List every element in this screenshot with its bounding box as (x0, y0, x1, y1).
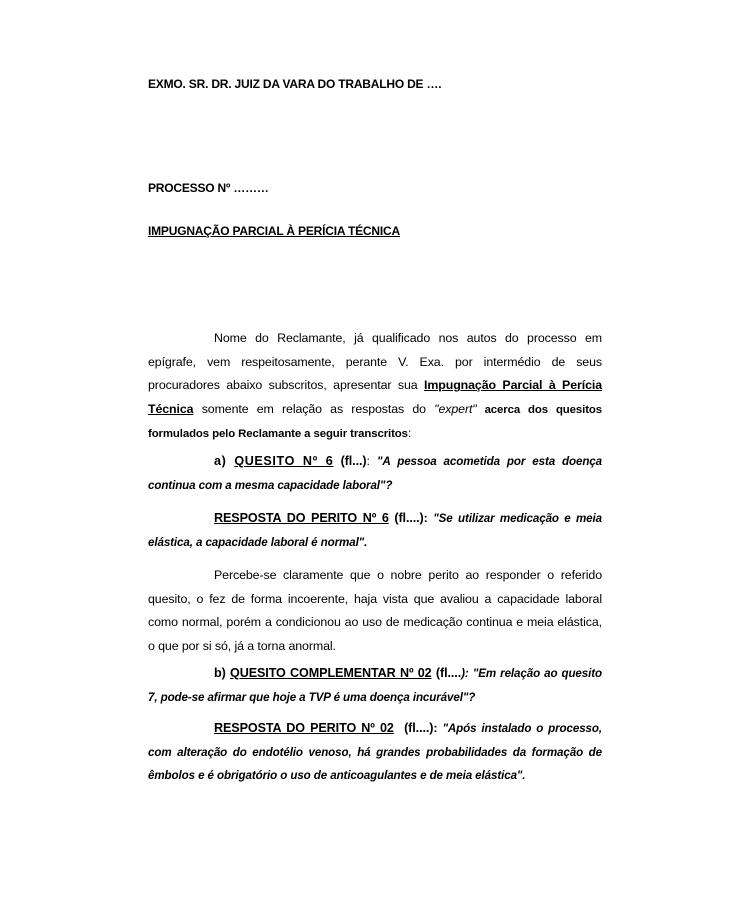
question-2-paragraph (148, 662, 602, 709)
answer-6-label: RESPOSTA DO PERITO Nº 6 (214, 511, 389, 525)
question-6-quote: "A pessoa acometida por esta doença continua com a mesma capacidade laboral"? (148, 455, 603, 492)
answer-6-quote: "Se utilizar medicação e meia elástica, a capacidade laboral é normal". (148, 512, 602, 549)
answer-6-paragraph (148, 507, 602, 554)
intro-text-2: somente em relação as respostas do (193, 401, 435, 416)
intro-paragraph (148, 327, 602, 447)
answer-2-ref: (fl....) (393, 721, 434, 735)
question-2-label: QUESITO COMPLEMENTAR Nº 02 (230, 666, 432, 680)
intro-text: Nome do Reclamante, já qualificado nos autos do processo em epígrafe, vem respeitosamente, perante V. Exa. por intermédio de seus procuradores abaixo subscritos, apresentar sua (148, 331, 602, 392)
answer-6-colon: : (423, 511, 434, 525)
answer-6-ref: (fl....) (388, 511, 424, 525)
process-number: PROCESSO Nº ……… (148, 181, 269, 195)
addressee-line: EXMO. SR. DR. JUIZ DA VARA DO TRABALHO DE …. (148, 77, 442, 91)
question-2-prefix: b) (214, 666, 230, 680)
answer-2-quote: "Após instalado o processo, com alteração do endotélio venoso, há grandes probabilidades da formação de êmbolos e é obrigatório o uso de anticoagulantes e de meia elástica". (148, 722, 602, 782)
question-6-ref: (fl...) (333, 454, 367, 468)
answer-2-colon: : (433, 721, 443, 735)
analysis-text: Percebe-se claramente que o nobre perito ao responder o referido quesito, o fez de forma incoerente, haja vista que avaliou a capacidade laboral como normal, porém a condicionou ao uso de medicação continua e meia elástica, o que por si só, já a torna anormal. (148, 568, 602, 653)
question-6-label: QUESITO Nº 6 (234, 454, 334, 468)
intro-end: : (407, 426, 412, 440)
question-6-colon: : (366, 454, 378, 468)
question-6-paragraph (148, 450, 602, 497)
question-2-ref: (fl.... (431, 666, 462, 680)
document-title: IMPUGNAÇÃO PARCIAL À PERÍCIA TÉCNICA (148, 224, 400, 238)
answer-2-label: RESPOSTA DO PERITO Nº 02 (214, 721, 394, 735)
answer-2-paragraph (148, 717, 602, 788)
question-2-quote: "Em relação ao quesito 7, pode-se afirmar que hoje a TVP é uma doença incurável"? (148, 667, 602, 704)
intro-expert: "expert" (434, 401, 477, 416)
intro-bold-title: Impugnação Parcial à Perícia Técnica (148, 378, 603, 416)
question-6-prefix: a) (214, 454, 235, 468)
analysis-paragraph (148, 564, 602, 658)
intro-bold-text: acerca dos quesitos formulados pelo Reclamante a seguir transcritos (148, 403, 602, 440)
question-2-ref-end: ): (461, 667, 469, 680)
